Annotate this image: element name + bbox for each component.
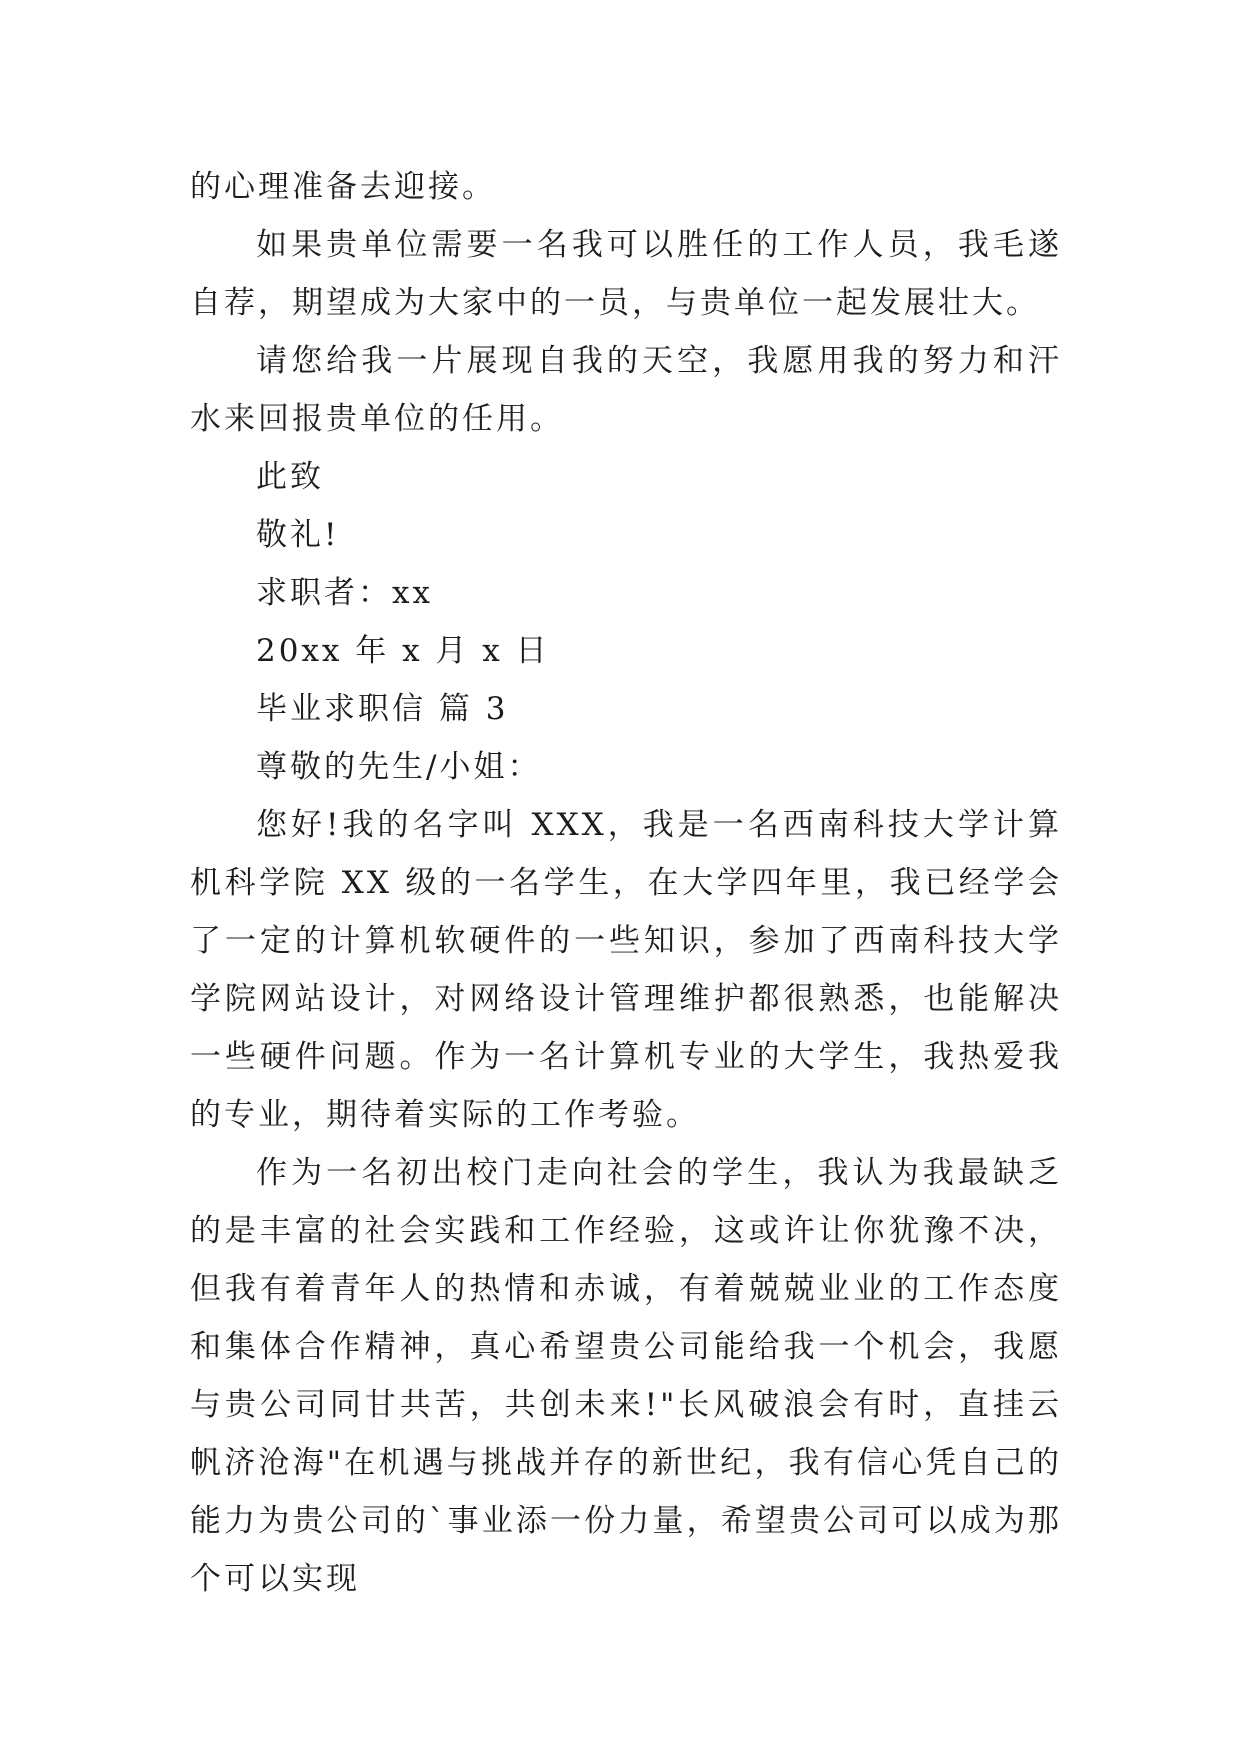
closing-cizhi: 此致 (256, 459, 324, 495)
paragraph-self-recommendation: 如果贵单位需要一名我可以胜任的工作人员，我毛遂自荐，期望成为大家中的一员，与贵单位一起发展壮大。 (190, 227, 1062, 321)
paragraph-motivation: 作为一名初出校门走向社会的学生，我认为我最缺乏的是丰富的社会实践和工作经验，这或许让你犹豫不决，但我有着青年人的热情和赤诚，有着兢兢业业的工作态度和集体合作精神，真心希望贵公司能给我一个机会，我愿与贵公司同甘共苦，共创未来!"长风破浪会有时，直挂云帆济沧海"在机遇与挑战并存的新世纪，我有信心凭自己的能力为贵公司的`事业添一份力量，希望贵公司可以成为那个可以实现 (190, 1155, 1062, 1597)
paragraph-request: 请您给我一片展现自我的天空，我愿用我的努力和汗水来回报贵单位的任用。 (190, 343, 1062, 437)
signature-date: 20xx 年 x 月 x 日 (256, 633, 550, 669)
salutation: 尊敬的先生/小姐： (256, 749, 542, 785)
paragraph-continuation: 的心理准备去迎接。 (190, 169, 496, 205)
letter-body (190, 158, 1062, 1608)
closing-jingli: 敬礼! (256, 517, 340, 553)
paragraph-introduction: 您好!我的名字叫 XXX，我是一名西南科技大学计算机科学院 XX 级的一名学生，在大学四年里，我已经学会了一定的计算机软硬件的一些知识，参加了西南科技大学学院网站设计，对网络设计管理维护都很熟悉，也能解决一些硬件问题。作为一名计算机专业的大学生，我热爱我的专业，期待着实际的工作考验。 (190, 807, 1062, 1133)
section-title: 毕业求职信 篇 3 (256, 691, 509, 727)
signature-applicant: 求职者：xx (256, 575, 433, 611)
